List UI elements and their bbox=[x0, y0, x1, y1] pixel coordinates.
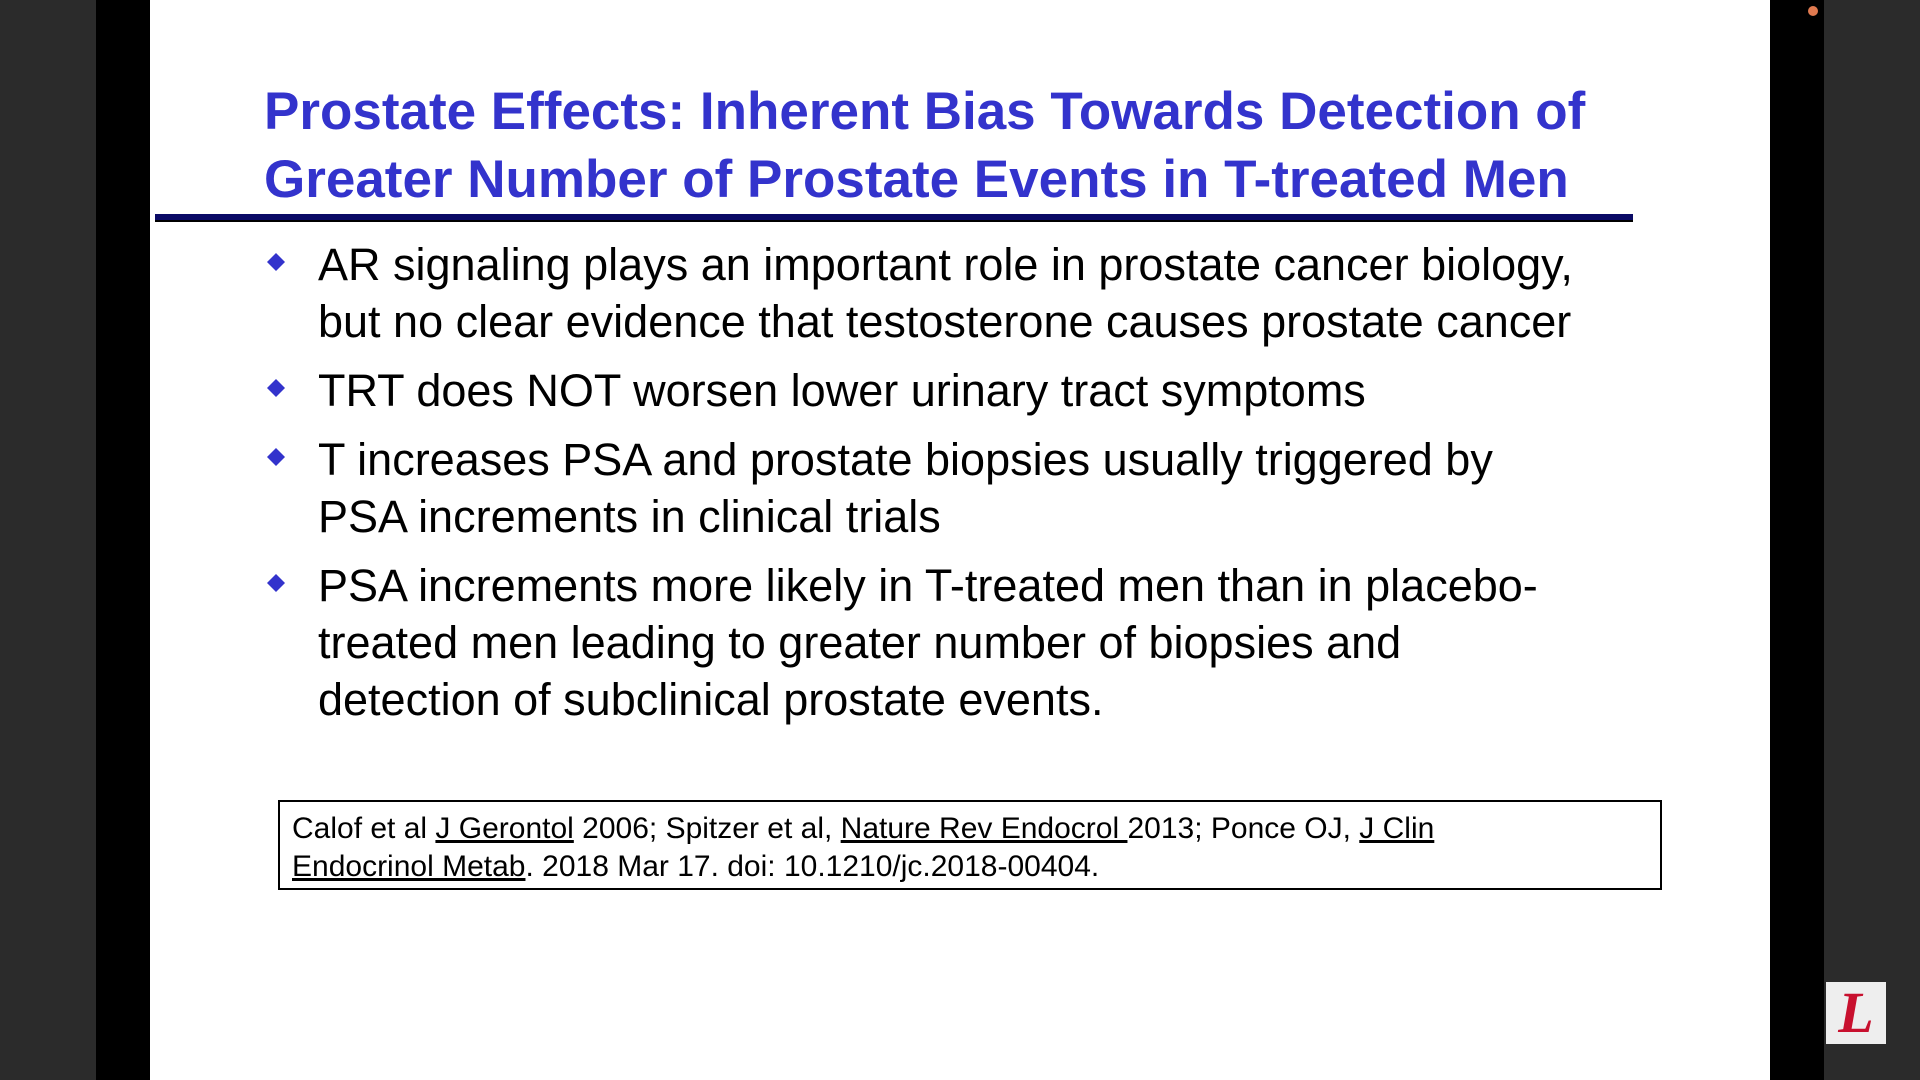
citation-text: 2006; Spitzer et al, bbox=[573, 812, 841, 845]
diamond-icon bbox=[266, 573, 286, 593]
slide-title bbox=[264, 78, 1724, 214]
diamond-icon bbox=[266, 447, 286, 467]
diamond-icon bbox=[266, 378, 286, 398]
slide-title-line-1: Prostate Effects: Inherent Bias Towards Detection of bbox=[264, 82, 1586, 141]
diamond-icon bbox=[266, 252, 286, 272]
bullet-text: treated men leading to greater number of biopsies and bbox=[318, 617, 1402, 668]
bullet-text: PSA increments more likely in T-treated men than in placebo- bbox=[318, 560, 1538, 611]
bullet-text: but no clear evidence that testosterone causes prostate cancer bbox=[318, 296, 1572, 347]
bullet-item bbox=[264, 236, 1724, 350]
presentation-slide bbox=[150, 0, 1770, 1080]
citation-box bbox=[278, 800, 1662, 890]
journal-name: J Gerontol bbox=[435, 812, 574, 845]
slide-title-line-2: Greater Number of Prostate Events in T-treated Men bbox=[264, 150, 1569, 209]
citation-text: Calof et al bbox=[292, 812, 436, 845]
bullet-item bbox=[264, 362, 1724, 419]
logo-letter: L bbox=[1838, 980, 1874, 1045]
journal-name: J Clin bbox=[1359, 812, 1435, 845]
bullet-text: AR signaling plays an important role in prostate cancer biology, bbox=[318, 239, 1573, 290]
bullet-text: T increases PSA and prostate biopsies usually triggered by bbox=[318, 434, 1493, 485]
title-divider bbox=[155, 214, 1633, 222]
right-letterbox bbox=[1770, 0, 1824, 1080]
bullet-list bbox=[264, 236, 1724, 740]
journal-name: Endocrinol Metab bbox=[292, 850, 526, 883]
bullet-text: detection of subclinical prostate events. bbox=[318, 674, 1104, 725]
citation-text: . 2018 Mar 17. doi: 10.1210/jc.2018-00404. bbox=[525, 850, 1100, 883]
left-letterbox bbox=[96, 0, 150, 1080]
citation-text: 2013; Ponce OJ, bbox=[1127, 812, 1360, 845]
louisville-logo-icon bbox=[1826, 982, 1886, 1044]
journal-name: Nature Rev Endocrol bbox=[840, 812, 1128, 845]
bullet-text: TRT does NOT worsen lower urinary tract symptoms bbox=[318, 365, 1366, 416]
record-dot-icon bbox=[1808, 6, 1818, 16]
bullet-item bbox=[264, 431, 1724, 545]
bullet-text: PSA increments in clinical trials bbox=[318, 491, 941, 542]
bullet-item bbox=[264, 557, 1724, 728]
